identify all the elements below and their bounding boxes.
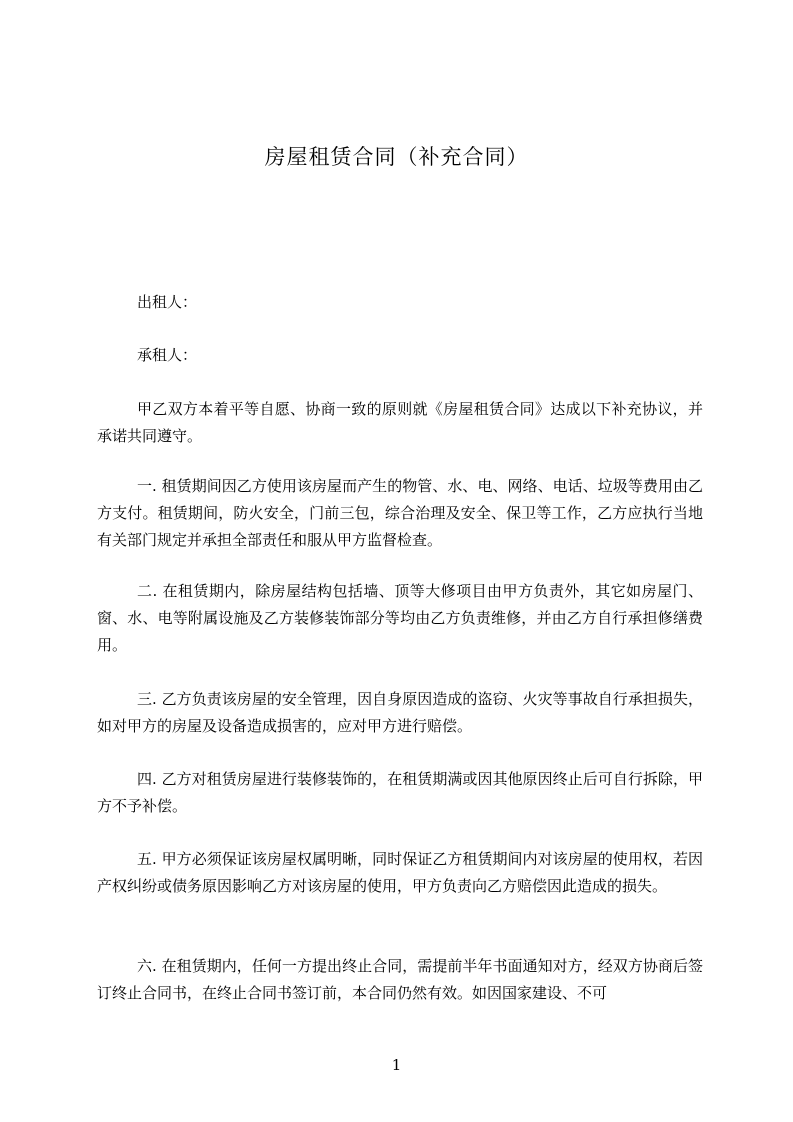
document-title: 房屋租赁合同（补充合同）	[264, 145, 529, 169]
clause-6: 六. 在租赁期内，任何一方提出终止合同，需提前半年书面通知对方，经双方协商后签订终止合同书，在终止合同书签订前，本合同仍然有效。如因国家建设、不可	[97, 957, 703, 1002]
clause-5: 五. 甲方必须保证该房屋权属明晰，同时保证乙方租赁期间内对该房屋的使用权，若因产权纠纷或债务原因影响乙方对该房屋的使用，甲方负责向乙方赔偿因此造成的损失。	[97, 850, 703, 895]
page-number: 1	[391, 1056, 402, 1074]
clause-1: 一. 租赁期间因乙方使用该房屋而产生的物管、水、电、网络、电话、垃圾等费用由乙方支付。租赁期间，防火安全，门前三包，综合治理及安全、保卫等工作，乙方应执行当地有关部门规定并承担全部责任和服从甲方监督检查。	[97, 477, 703, 549]
lessee-field: 承租人：	[137, 346, 198, 364]
preamble-paragraph: 甲乙双方本着平等自愿、协商一致的原则就《房屋租赁合同》达成以下补充协议，并承诺共同遵守。	[97, 400, 703, 445]
clause-3: 三. 乙方负责该房屋的安全管理，因自身原因造成的盗窃、火灾等事故自行承担损失，如对甲方的房屋及设备造成损害的，应对甲方进行赔偿。	[97, 690, 703, 735]
lessor-field: 出租人：	[137, 293, 198, 311]
clause-4: 四. 乙方对租赁房屋进行装修装饰的，在租赁期满或因其他原因终止后可自行拆除，甲方不予补偿。	[97, 770, 703, 815]
clause-2: 二. 在租赁期内，除房屋结构包括墙、顶等大修项目由甲方负责外，其它如房屋门、窗、水、电等附属设施及乙方装修装饰部分等均由乙方负责维修，并由乙方自行承担修缮费用。	[97, 582, 703, 654]
